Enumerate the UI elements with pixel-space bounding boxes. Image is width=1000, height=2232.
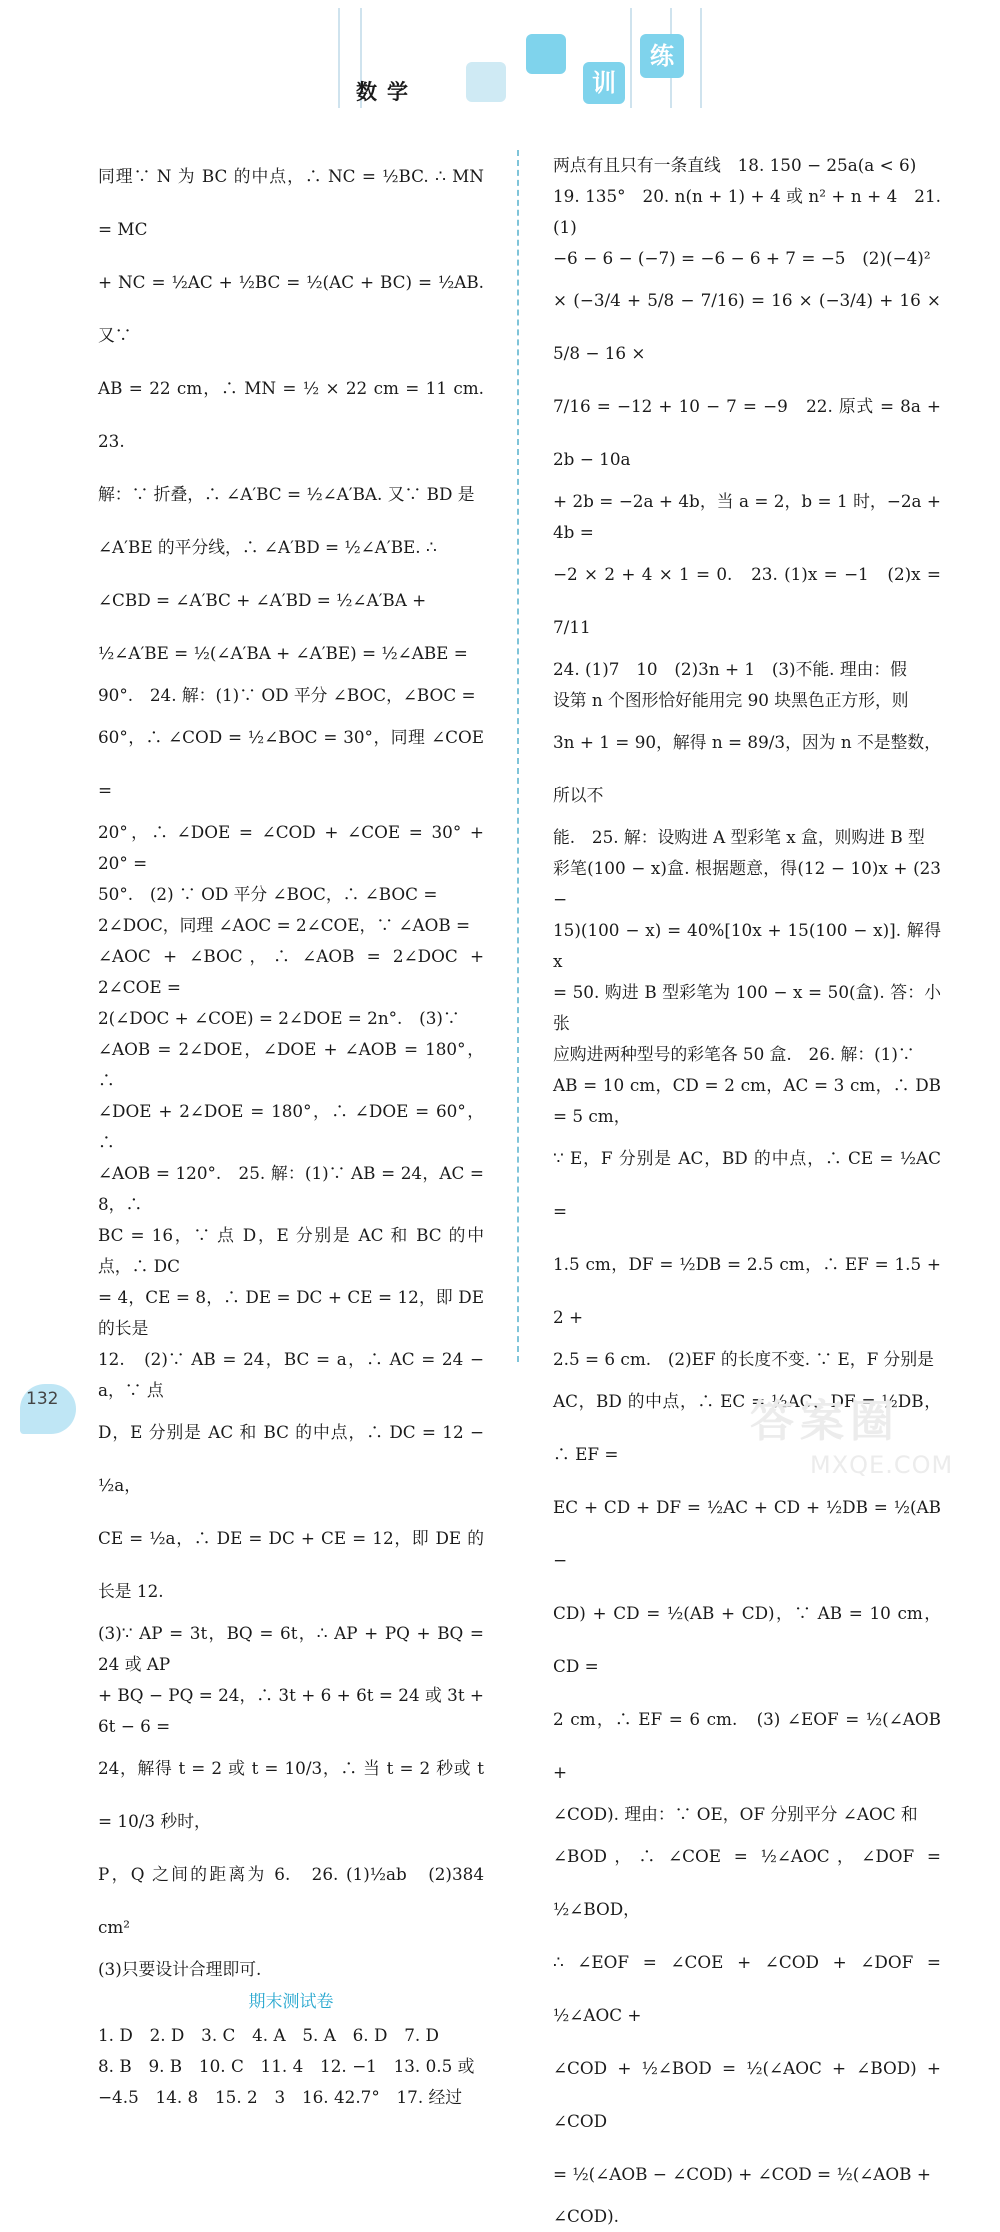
answer-line: 1. D 2. D 3. C 4. A 5. A 6. D 7. D [98,2025,440,2045]
text-line: ∠AOB = 120°. 25. 解：(1)∵ AB = 24，AC = 8，∴ [98,1163,484,1214]
left-column [98,150,501,2113]
text-line: 60°，∴ ∠COD = ½∠BOC = 30°，同理 ∠COE = [98,727,484,800]
text-line: = 4，CE = 8，∴ DE = DC + CE = 12，即 DE 的长是 [98,1287,484,1338]
text-line: P，Q 之间的距离为 6. 26. (1)½ab (2)384 cm² [98,1864,484,1937]
text-line: 2∠DOC，同理 ∠AOC = 2∠COE，∵ ∠AOB = [98,915,471,935]
text-line: 90°. 24. 解：(1)∵ OD 平分 ∠BOC，∠BOC = [98,685,476,705]
watermark [750,1385,990,1485]
text-line: ∠BOD，∴ ∠COE = ½∠AOC，∠DOF = ½∠BOD， [553,1846,941,1919]
text-line: = 50. 购进 B 型彩笔为 100 − x = 50(盒). 答：小张 [553,982,941,1033]
text-line: + 2b = −2a + 4b，当 a = 2，b = 1 时，−2a + 4b = [553,491,941,542]
text-line: 设第 n 个图形恰好能用完 90 块黑色正方形，则 [553,690,909,710]
watermark-logo: 答案圈 [750,1396,900,1447]
text-line: 15)(100 − x) = 40%[10x + 15(100 − x)]. 解得 x [553,920,941,971]
page-number: 132 [26,1389,59,1409]
text-line: ∠AOB = 2∠DOE，∠DOE + ∠AOB = 180°，∴ [98,1039,484,1090]
text-line: AC，BD 的中点，∴ EC = ½AC，DF = ½DB，∴ EF = [553,1391,941,1464]
title-char: 练 [650,42,674,70]
decor-square [466,62,506,102]
answer-line: 8. B 9. B 10. C 11. 4 12. −1 13. 0.5 或 [98,2056,475,2076]
text-line: 7/16 = −12 + 10 − 7 = −9 22. 原式 = 8a + 2b − 10a [553,396,941,469]
text-line: ∠DOE + 2∠DOE = 180°，∴ ∠DOE = 60°，∴ [98,1101,484,1152]
text-line: 3n + 1 = 90，解得 n = 89/3，因为 n 不是整数，所以不 [553,732,941,805]
title-char: 训 [592,69,616,97]
text-line: ∠A′BE 的平分线，∴ ∠A′BD = ½∠A′BE. ∴ [98,537,437,557]
text-line: 解：∵ 折叠，∴ ∠A′BC = ½∠A′BA. 又∵ BD 是 [98,484,475,504]
section-title: 期末测试卷 [248,1992,334,2012]
text-line: 12. (2)∵ AB = 24，BC = a，∴ AC = 24 − a，∵ 点 [98,1349,484,1400]
text-line: CD) + CD = ½(AB + CD)，∵ AB = 10 cm，CD = [553,1603,941,1676]
text-line: 2.5 = 6 cm. (2)EF 的长度不变. ∵ E，F 分别是 [553,1349,934,1369]
text-line: 24. (1)7 10 (2)3n + 1 (3)不能. 理由：假 [553,659,907,679]
text-line: ∠AOC + ∠BOC，∴ ∠AOB = 2∠DOC + 2∠COE = [98,946,484,997]
text-line: + BQ − PQ = 24，∴ 3t + 6 + 6t = 24 或 3t + 6t − 6 = [98,1685,484,1736]
text-line: 彩笔(100 − x)盒. 根据题意，得(12 − 10)x + (23 − [553,858,941,909]
text-line: 同理∵ N 为 BC 的中点，∴ NC = ½BC. ∴ MN = MC [98,166,484,239]
text-line: ∵ E，F 分别是 AC，BD 的中点，∴ CE = ½AC = [553,1148,941,1221]
text-line: 20°，∴ ∠DOE = ∠COD + ∠COE = 30° + 20° = [98,822,484,873]
text-line: AB = 10 cm，CD = 2 cm，AC = 3 cm，∴ DB = 5 cm， [553,1075,941,1126]
text-line: 2 cm，∴ EF = 6 cm. (3) ∠EOF = ½(∠AOB + [553,1709,941,1782]
text-line: D，E 分别是 AC 和 BC 的中点，∴ DC = 12 − ½a， [98,1422,484,1495]
decor-square [526,34,566,74]
text-line: + NC = ½AC + ½BC = ½(AC + BC) = ½AB. 又∵ [98,272,484,345]
watermark-url: MXQE.COM [810,1451,954,1479]
right-column [553,150,941,2232]
title-char-box [640,34,684,78]
text-line: 1.5 cm，DF = ½DB = 2.5 cm，∴ EF = 1.5 + 2 + [553,1254,941,1327]
subject-title: 数学 [356,80,418,104]
text-line: ∠COD). 理由：∵ OE，OF 分别平分 ∠AOC 和 [553,1804,918,1824]
text-line: = ½(∠AOB − ∠COD) + ∠COD = ½(∠AOB + [553,2164,931,2184]
text-line: AB = 22 cm，∴ MN = ½ × 22 cm = 11 cm. 23. [98,378,501,451]
text-line: 2(∠DOC + ∠COE) = 2∠DOE = 2n°. (3)∵ [98,1008,460,1028]
text-line: ∠CBD = ∠A′BC + ∠A′BD = ½∠A′BA + [98,590,427,610]
page-header [0,0,1000,130]
text-line: 能. 25. 解：设购进 A 型彩笔 x 盒，则购进 B 型 [553,827,925,847]
column-divider [517,150,519,1362]
text-line: ½∠A′BE = ½(∠A′BA + ∠A′BE) = ½∠ABE = [98,643,468,663]
text-line: (3)只要设计合理即可. [98,1959,262,1979]
text-line: BC = 16，∵ 点 D，E 分别是 AC 和 BC 的中点，∴ DC [98,1225,484,1276]
text-line: 19. 135° 20. n(n + 1) + 4 或 n² + n + 4 21. (1) [553,186,941,237]
text-line: −2 × 2 + 4 × 1 = 0. 23. (1)x = −1 (2)x = 7/11 [553,564,941,637]
text-line: ∠COD). [553,2206,619,2226]
text-line: × (−3/4 + 5/8 − 7/16) = 16 × (−3/4) + 16 × 5/8 − 16 × [553,290,941,363]
text-line: 应购进两种型号的彩笔各 50 盒. 26. 解：(1)∵ [553,1044,915,1064]
text-line: (3)∵ AP = 3t，BQ = 6t，∴ AP + PQ + BQ = 24 或 AP [98,1623,484,1674]
title-char-box [583,62,625,104]
text-line: 50°. (2) ∵ OD 平分 ∠BOC，∴ ∠BOC = [98,884,438,904]
text-line: EC + CD + DF = ½AC + CD + ½DB = ½(AB − [553,1497,941,1570]
text-line: 24，解得 t = 2 或 t = 10/3，∴ 当 t = 2 秒或 t = 10/3 秒时， [98,1758,484,1831]
text-line: ∴ ∠EOF = ∠COE + ∠COD + ∠DOF = ½∠AOC + [553,1952,941,2025]
text-line: CE = ½a，∴ DE = DC + CE = 12，即 DE 的长是 12. [98,1528,484,1601]
text-line: ∠COD + ½∠BOD = ½(∠AOC + ∠BOD) + ∠COD [553,2058,941,2131]
answer-line: −4.5 14. 8 15. 2 3 16. 42.7° 17. 经过 [98,2087,463,2107]
text-line: −6 − 6 − (−7) = −6 − 6 + 7 = −5 (2)(−4)² [553,248,931,268]
text-line: 两点有且只有一条直线 18. 150 − 25a(a < 6) [553,155,917,175]
